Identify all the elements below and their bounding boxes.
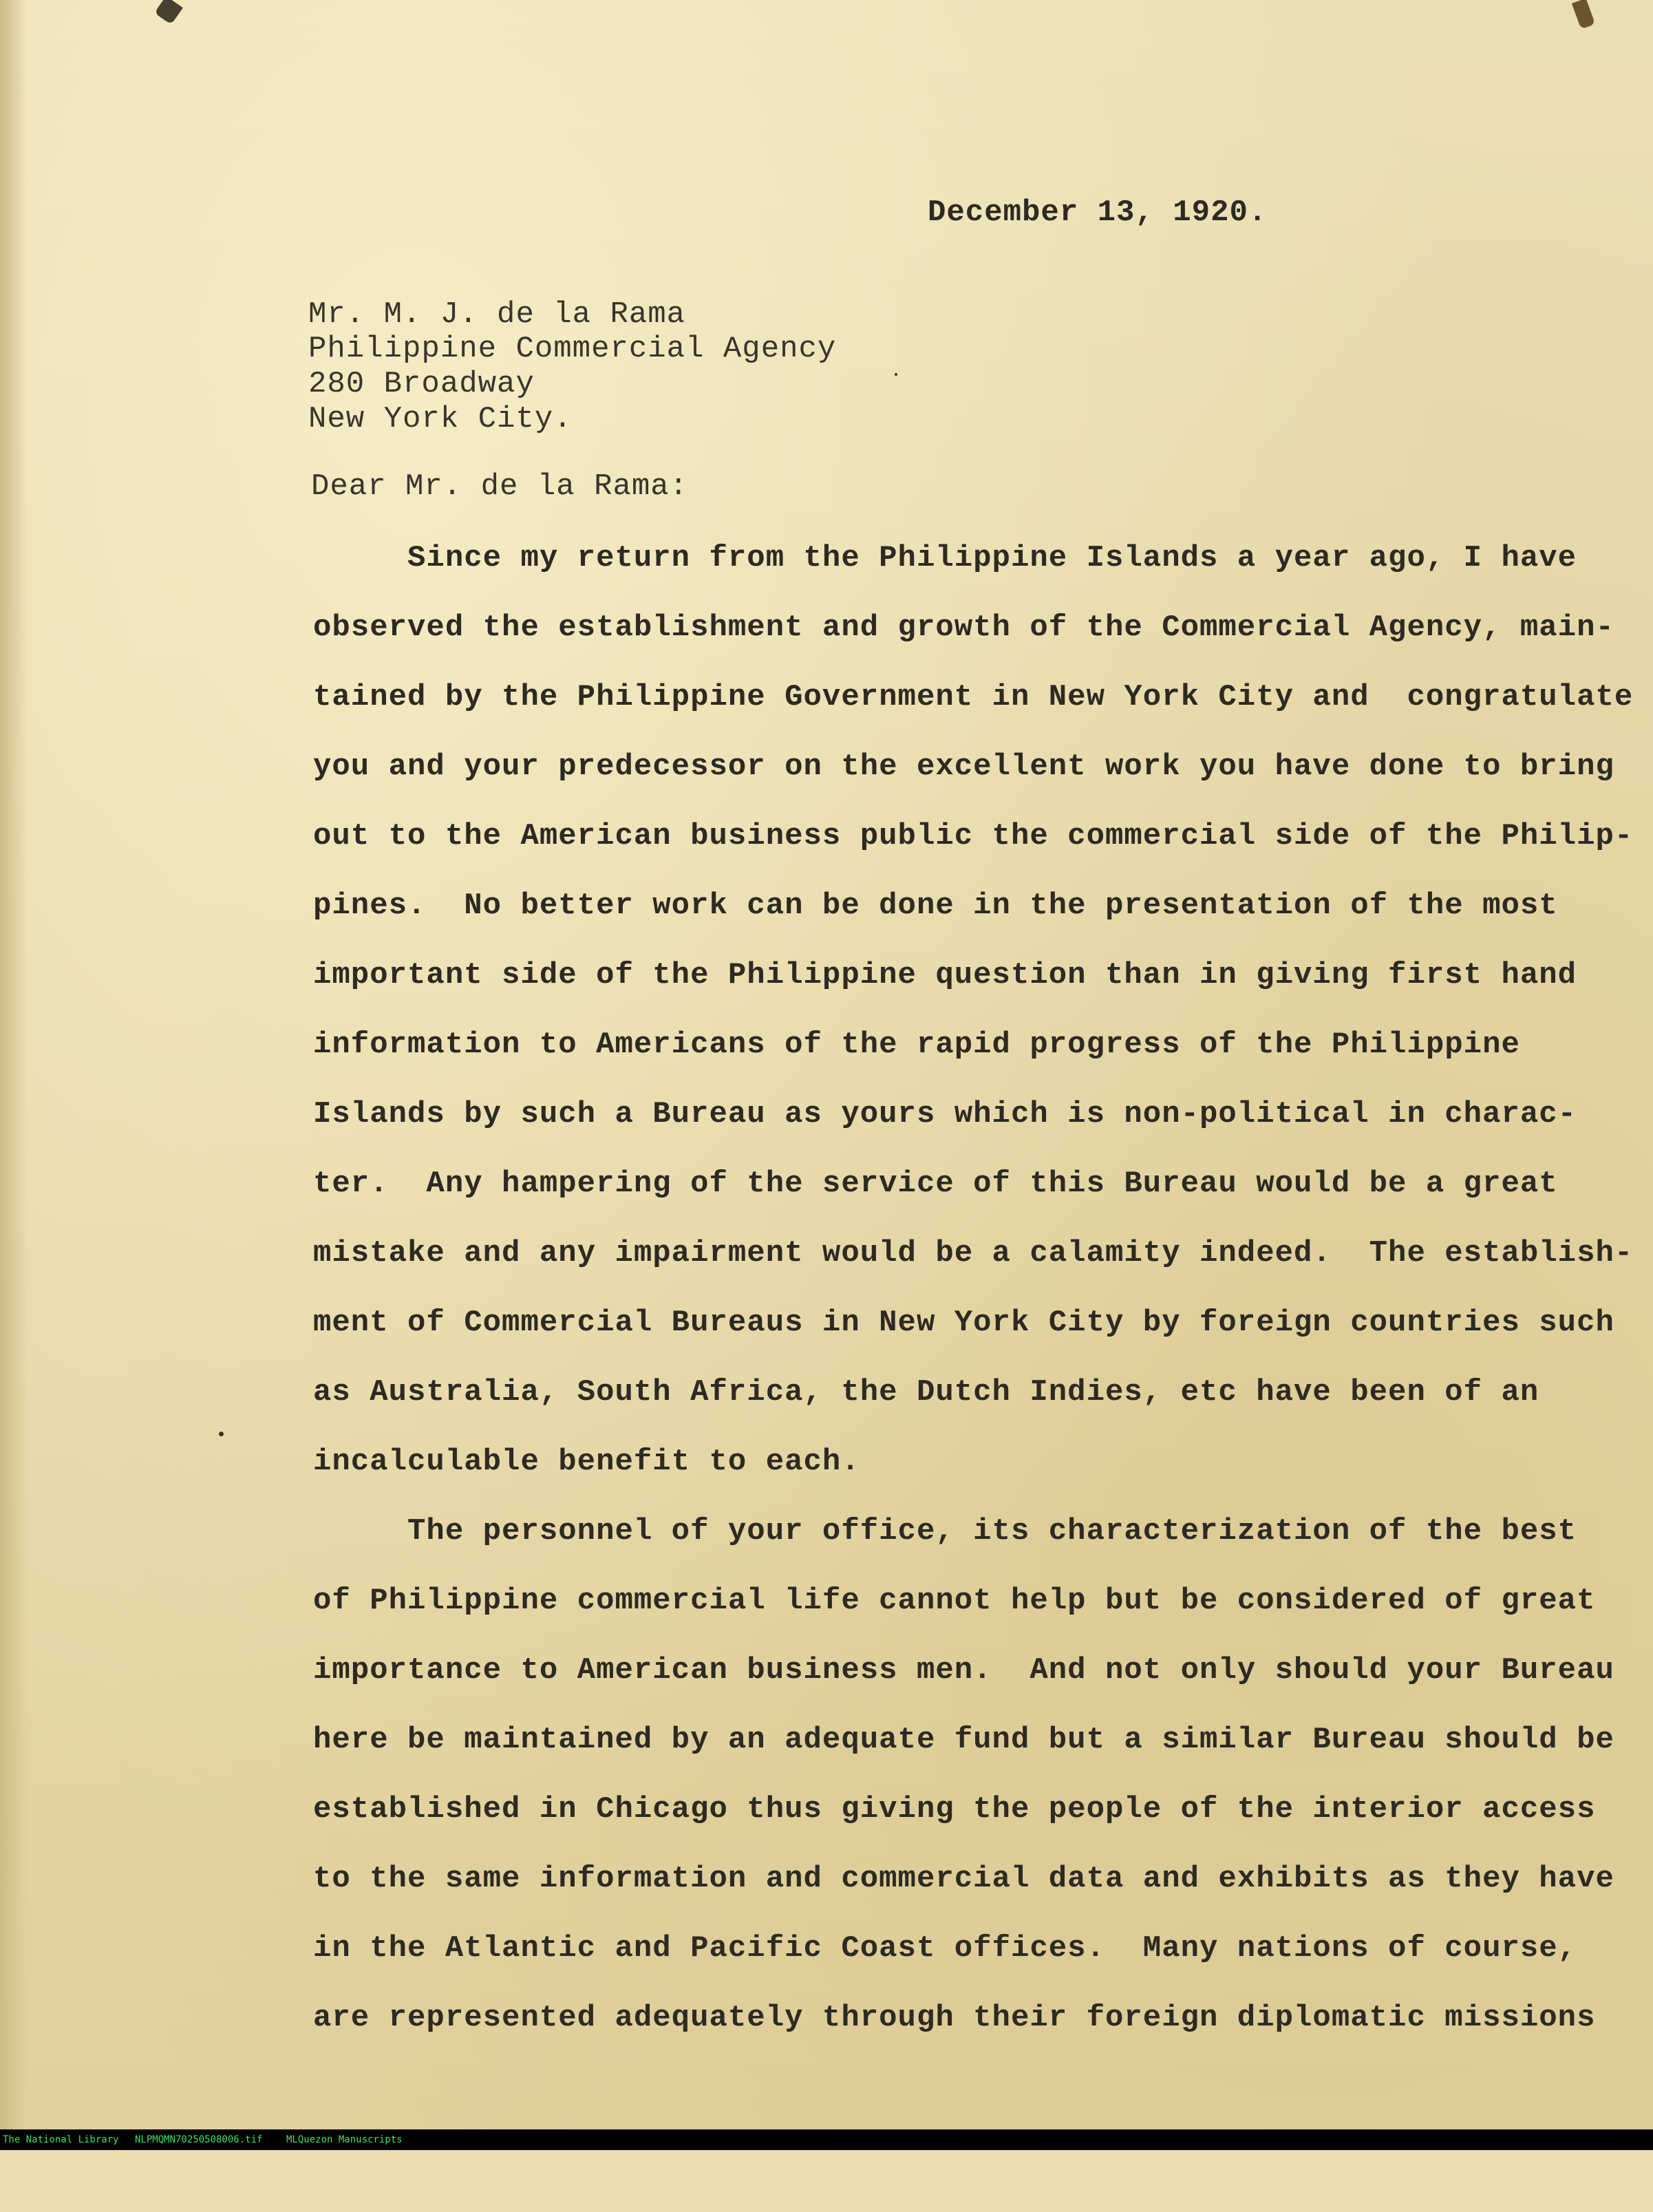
body-line: you and your predecessor on the excellent work you have done to bring bbox=[313, 749, 1614, 784]
body-line: here be maintained by an adequate fund but a similar Bureau should be bbox=[313, 1723, 1614, 1757]
footer-collection: MLQuezon Manuscripts bbox=[286, 2134, 403, 2145]
body-line: as Australia, South Africa, the Dutch Indies, etc have been of an bbox=[313, 1375, 1539, 1410]
body-line: important side of the Philippine question than in giving first hand bbox=[313, 958, 1577, 992]
address-line: Philippine Commercial Agency bbox=[308, 332, 837, 366]
paper-edge-shadow bbox=[0, 0, 28, 2129]
archive-footer-bar bbox=[0, 2129, 1653, 2150]
address-line: 280 Broadway bbox=[308, 367, 535, 401]
body-line: are represented adequately through their foreign diplomatic missions bbox=[313, 2001, 1596, 2035]
body-line: pines. No better work can be done in the presentation of the most bbox=[313, 889, 1558, 923]
letter-date: December 13, 1920. bbox=[928, 195, 1268, 230]
body-line: Islands by such a Bureau as yours which is non-political in charac- bbox=[313, 1097, 1577, 1131]
footer-library: The National Library bbox=[3, 2134, 119, 2145]
body-line: tained by the Philippine Government in New York City and congratulate bbox=[313, 680, 1634, 714]
body-line: out to the American business public the commercial side of the Philip- bbox=[313, 819, 1634, 853]
body-line: The personnel of your office, its characterization of the best bbox=[313, 1514, 1577, 1549]
body-line: ment of Commercial Bureaus in New York City by foreign countries such bbox=[313, 1306, 1614, 1340]
ink-speck bbox=[895, 373, 897, 376]
ink-speck bbox=[219, 1432, 224, 1436]
address-line: New York City. bbox=[308, 402, 573, 436]
body-line: observed the establishment and growth of the Commercial Agency, main- bbox=[313, 610, 1614, 645]
body-line: Since my return from the Philippine Islands a year ago, I have bbox=[313, 541, 1577, 575]
body-line: incalculable benefit to each. bbox=[313, 1445, 860, 1479]
body-line: information to Americans of the rapid progress of the Philippine bbox=[313, 1028, 1520, 1062]
body-line: established in Chicago thus giving the people of the interior access bbox=[313, 1792, 1596, 1827]
salutation: Dear Mr. de la Rama: bbox=[311, 469, 689, 504]
body-line: of Philippine commercial life cannot help but be considered of great bbox=[313, 1584, 1596, 1618]
body-line: ter. Any hampering of the service of this Bureau would be a great bbox=[313, 1167, 1558, 1201]
corner-stain-right bbox=[1572, 0, 1595, 30]
body-line: in the Atlantic and Pacific Coast offices. Many nations of course, bbox=[313, 1931, 1577, 1966]
footer-filename: NLPMQMN70250508006.tif bbox=[135, 2134, 263, 2145]
body-line: mistake and any impairment would be a calamity indeed. The establish- bbox=[313, 1236, 1634, 1270]
body-line: importance to American business men. And not only should your Bureau bbox=[313, 1653, 1614, 1688]
address-line: Mr. M. J. de la Rama bbox=[308, 297, 686, 332]
body-line: to the same information and commercial data and exhibits as they have bbox=[313, 1862, 1614, 1896]
corner-stain bbox=[154, 0, 183, 25]
